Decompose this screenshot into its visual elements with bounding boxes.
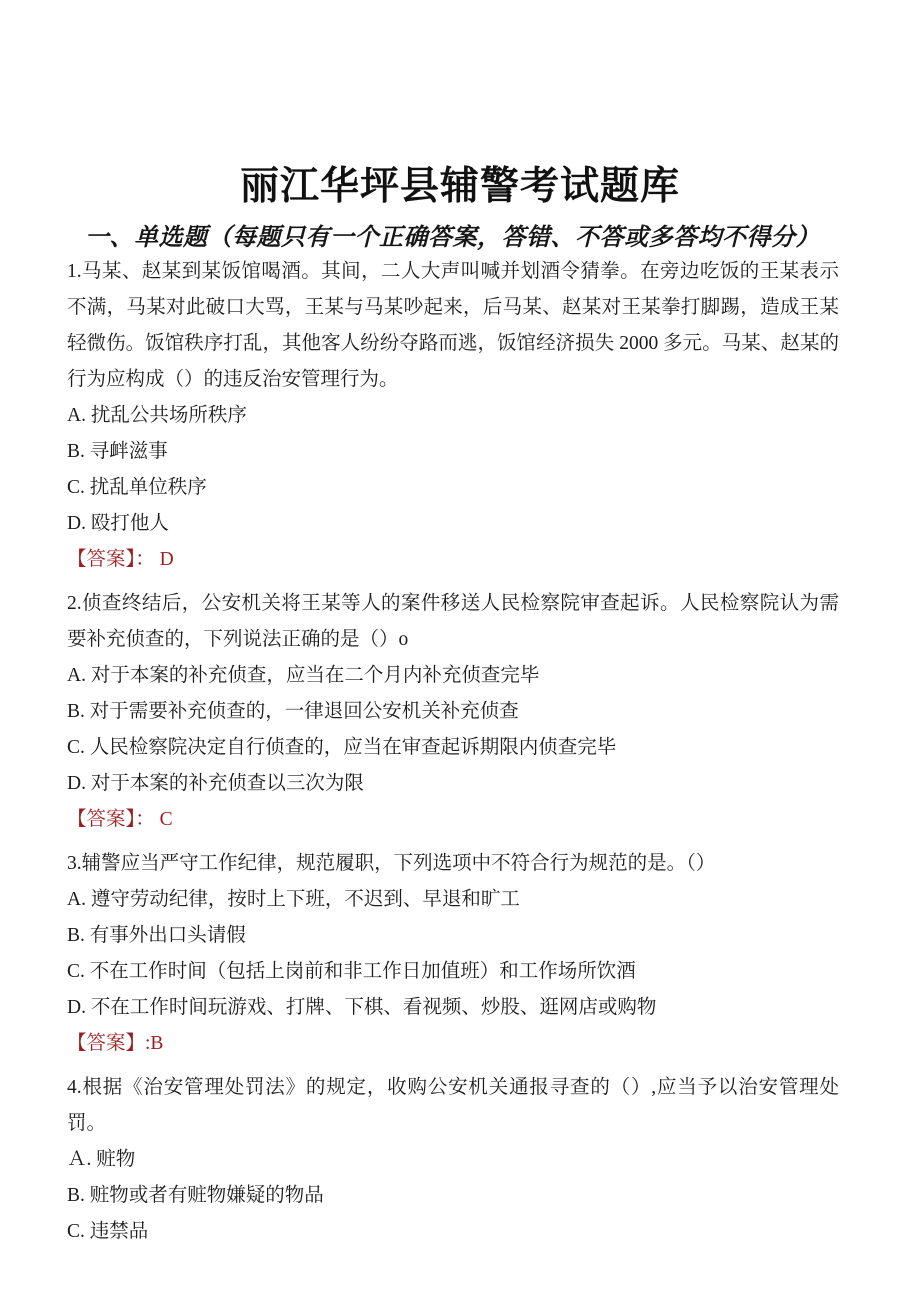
option-d: D. 不在工作时间玩游戏、打牌、下棋、看视频、炒股、逛网店或购物 <box>67 997 657 1018</box>
option-b: B. 赃物或者有赃物嫌疑的物品 <box>67 1185 324 1206</box>
question-3 <box>67 846 839 1062</box>
question-stem: 3.辅警应当严守工作纪律，规范履职，下列选项中不符合行为规范的是。（） <box>67 853 716 874</box>
option-a: A. 对于本案的补充侦查，应当在二个月内补充侦查完毕 <box>67 665 540 686</box>
option-b: B. 寻衅滋事 <box>67 441 168 462</box>
option-c: C. 扰乱单位秩序 <box>67 477 207 498</box>
option-d: D. 对于本案的补充侦查以三次为限 <box>67 773 364 794</box>
question-stem: 4.根据《治安管理处罚法》的规定，收购公安机关通报寻查的（）,应当予以治安管理处罚。 <box>67 1077 839 1134</box>
answer-line: 【答案】： C <box>67 809 173 830</box>
question-stem: 2.侦查终结后，公安机关将王某等人的案件移送人民检察院审查起诉。人民检察院认为需要补充侦查的，下列说法正确的是（）o <box>67 593 839 650</box>
section-heading: 一、单选题（每题只有一个正确答案，答错、不答或多答均不得分） <box>85 224 820 251</box>
option-c: C. 违禁品 <box>67 1221 149 1242</box>
option-c: C. 不在工作时间（包括上岗前和非工作日加值班）和工作场所饮酒 <box>67 961 636 982</box>
option-c: C. 人民检察院决定自行侦查的，应当在审查起诉期限内侦查完毕 <box>67 737 617 758</box>
option-b: B. 对于需要补充侦查的，一律退回公安机关补充侦查 <box>67 701 519 722</box>
question-1 <box>67 254 839 578</box>
option-b: B. 有事外出口头请假 <box>67 925 246 946</box>
question-2 <box>67 586 839 838</box>
answer-line: 【答案】:B <box>67 1033 164 1054</box>
option-d: D. 殴打他人 <box>67 513 169 534</box>
question-4 <box>67 1070 839 1250</box>
answer-line: 【答案】： D <box>67 549 174 570</box>
document-title: 丽江华坪县辅警考试题库 <box>239 164 680 210</box>
option-a: A. 扰乱公共场所秩序 <box>67 405 247 426</box>
option-a: A. 遵守劳动纪律，按时上下班，不迟到、早退和旷工 <box>67 889 520 910</box>
option-a: Ａ. 赃物 <box>67 1149 136 1170</box>
question-stem: 1.马某、赵某到某饭馆喝酒。其间，二人大声叫喊并划酒令猜拳。在旁边吃饭的王某表示不满，马某对此破口大骂，王某与马某吵起来，后马某、赵某对王某拳打脚踢，造成王某轻微伤。饭馆秩序打乱，其他客人纷纷夺路而逃，饭馆经济损失 2000 多元。马某、赵某的行为应构成（）的违反治安管理行为。 <box>67 261 839 390</box>
question-list <box>67 254 839 1250</box>
